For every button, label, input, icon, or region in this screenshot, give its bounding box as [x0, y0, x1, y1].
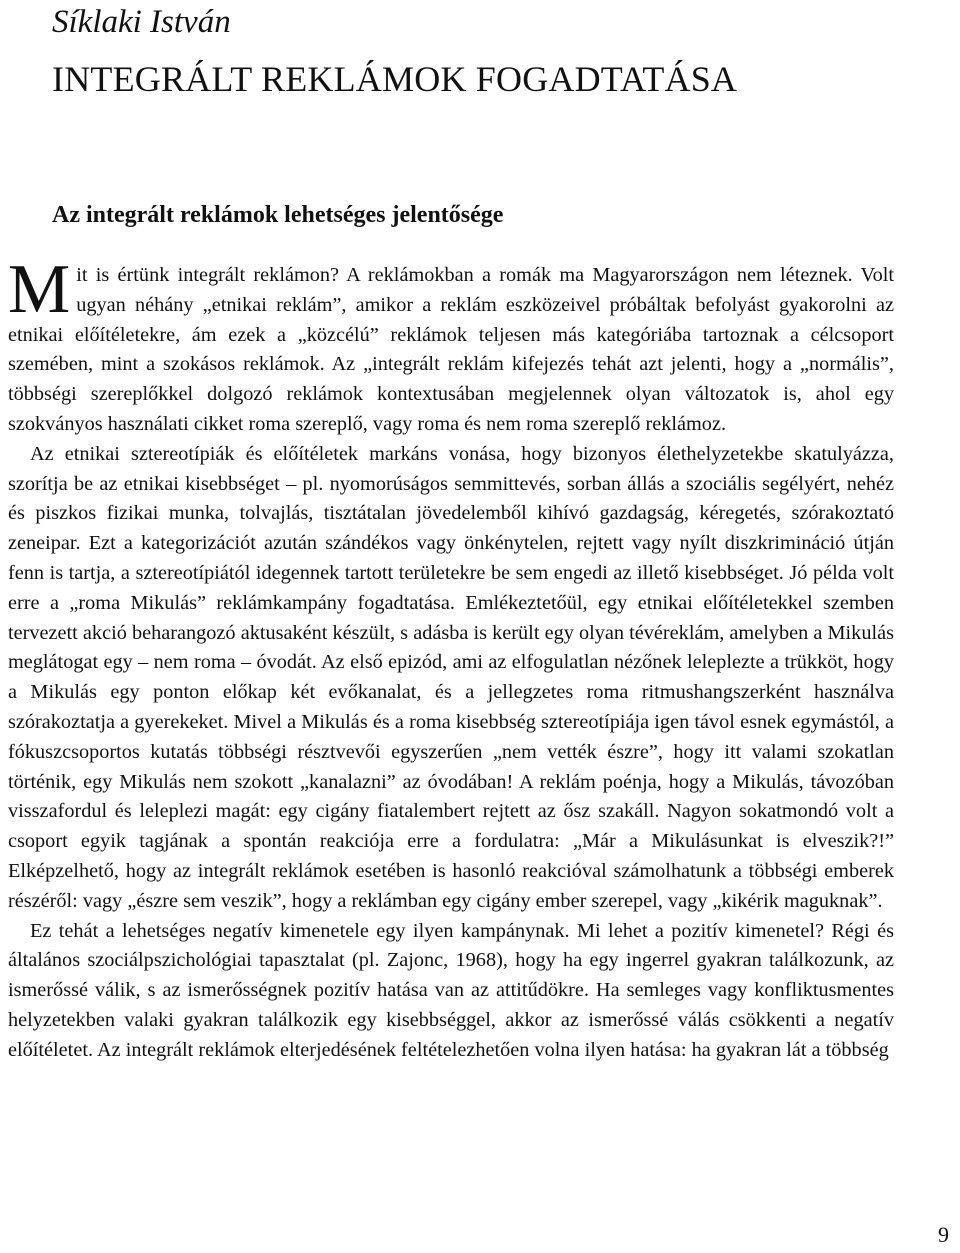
- page-number: 9: [938, 1222, 949, 1247]
- paragraph-1: [8, 251, 894, 440]
- paragraph-3: Ez tehát a lehetséges negatív kimenetele egy ilyen kampánynak. Mi lehet a pozitív kimenetel? Régi és általános szociálpszichológiai tapasztalat (pl. Zajonc, 1968), hogy ha egy ingerrel gyakran találkozunk, az ismerőssé válik, s az ismerősségnek pozitív hatása van az attitűdökre. Ha semleges vagy konfliktusmentes helyzetekben valaki gyakran találkozik egy kisebbséggel, akkor az ismerőssé válás csökkenti a negatív előítéletet. Az integrált reklámok elterjedésének feltételezhetően volna ilyen hatása: ha gyakran lát a többség: [8, 919, 894, 1061]
- paragraph-1-text: it is értünk integrált reklámon? A reklámokban a romák ma Magyarországon nem léteznek. Volt ugyan néhány „etnikai reklám”, amikor a reklám eszközeivel próbáltak befolyást gyakorolni az etnikai előítéletekre, ám ezek a „közcélú” reklámok teljesen más kategóriába tartoznak a célcsoport szemében, mint a szokásos reklámok. Az „integrált reklám kifejezés tehát azt jelenti, hogy a „normális”, többségi szereplőkkel dolgozó reklámok kontextusában megjelennek olyan változatok is, ahol egy szokványos használati cikket roma szereplő, vagy roma és nem roma szereplő reklámoz.: [8, 264, 894, 435]
- article-title: INTEGRÁLT REKLÁMOK FOGADTATÁSA: [52, 59, 738, 99]
- drop-cap: M: [8, 251, 71, 328]
- paragraph-2: Az etnikai sztereotípiák és előítéletek markáns vonása, hogy bizonyos élethelyzetekbe skatulyázza, szorítja be az etnikai kisebbséget – pl. nyomorúságos semmittevés, sorban állás a szociális segélyért, nehéz és piszkos fizikai munka, tolvajlás, tisztátalan jövedelemből kihívó gazdagság, kéregetés, szórakoztató zeneipar. Ezt a kategorizációt azután szándékos vagy önkénytelen, rejtett vagy nyílt diszkrimináció útján fenn is tartja, a sztereotípiától idegennek tartott területekre be sem engedi az illető kisebbséget. Jó példa volt erre a „roma Mikulás” reklámkampány fogadtatása. Emlékeztetőül, egy etnikai előítéletekkel szemben tervezett akció beharangozó aktusaként készült, s adásba is került egy olyan tévéreklám, amelyben a Mikulás meglátogat egy – nem roma – óvodát. Az első epizód, ami az elfogulatlan nézőnek leleplezte a trükköt, hogy a Mikulás egy ponton előkap két evőkanalat, és a jellegzetes roma ritmushangszerként használva szórakoztatja a gyerekeket. Mivel a Mikulás és a roma kisebbség sztereotípiája igen távol esnek egymástól, a fókuszcsoportos kutatás többségi résztvevői egyszerűen „nem vették észre”, hogy itt valami szokatlan történik, egy Mikulás nem szokott „kanalazni” az óvodában! A reklám poénja, hogy a Mikulás, távozóban visszafordul és leleplezi magát: egy cigány fiatalembert rejtett az ősz szakáll. Nagyon sokatmondó volt a csoport egyik tagjának a spontán reakciója erre a fordulatra: „Már a Mikulásunkat is elveszik?!” Elképzelhető, hogy az integrált reklámok esetében is hasonló reakcióval számolhatunk a többségi emberek részéről: vagy „észre sem veszik”, hogy a reklámban egy cigány ember szerepel, vagy „kikérik maguknak”.: [8, 442, 894, 912]
- section-heading: Az integrált reklámok lehetséges jelentősége: [52, 202, 504, 228]
- article-body: [8, 251, 894, 1066]
- document-page: [8, 0, 894, 1253]
- author-name: Síklaki István: [52, 4, 231, 40]
